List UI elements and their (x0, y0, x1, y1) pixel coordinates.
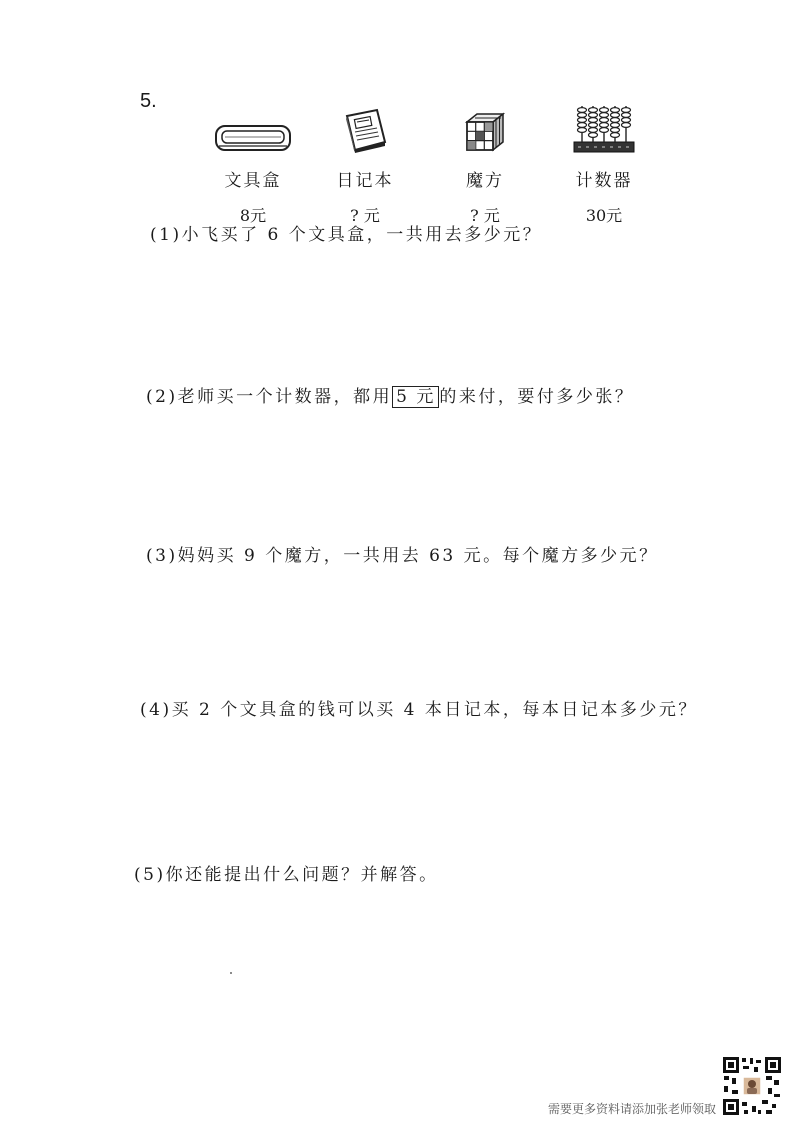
five-yuan-note-box: 5 元 (392, 386, 439, 408)
question-2-text-before: (2)老师买一个计数器，都用 (146, 387, 393, 407)
question-5: (5)你还能提出什么问题？并解答。 (134, 865, 439, 885)
item-name: 魔方 (466, 171, 504, 191)
diary-icon (341, 108, 389, 154)
item-diary (310, 98, 420, 226)
rubiks-cube-icon (463, 110, 507, 154)
pencil-case-icon (213, 122, 293, 154)
item-rubiks-cube (430, 98, 540, 226)
item-name: 日记本 (336, 171, 394, 191)
question-2-text-after: 的来付，要付多少张？ (439, 387, 635, 407)
question-1: (1)小飞买了 6 个文具盒，一共用去多少元？ (150, 225, 543, 245)
qr-code-icon (722, 1056, 782, 1116)
item-abacus-counter (549, 98, 659, 226)
footer-note: 需要更多资料请添加张老师领取 (548, 1102, 717, 1116)
item-price: ? 元 (350, 206, 380, 225)
stray-dot (230, 972, 232, 974)
item-name: 文具盒 (224, 171, 282, 191)
item-price: ? 元 (470, 206, 500, 225)
item-name: 计数器 (575, 171, 633, 191)
item-pencil-case (198, 98, 308, 226)
item-price: 8元 (239, 206, 267, 225)
question-4: (4)买 2 个文具盒的钱可以买 4 本日记本，每本日记本多少元？ (140, 700, 698, 720)
abacus-counter-icon (572, 102, 636, 154)
question-2 (146, 382, 634, 407)
question-3: (3)妈妈买 9 个魔方，一共用去 63 元。每个魔方多少元？ (146, 546, 659, 566)
question-number: 5. (140, 90, 157, 112)
item-price: 30元 (585, 206, 623, 225)
